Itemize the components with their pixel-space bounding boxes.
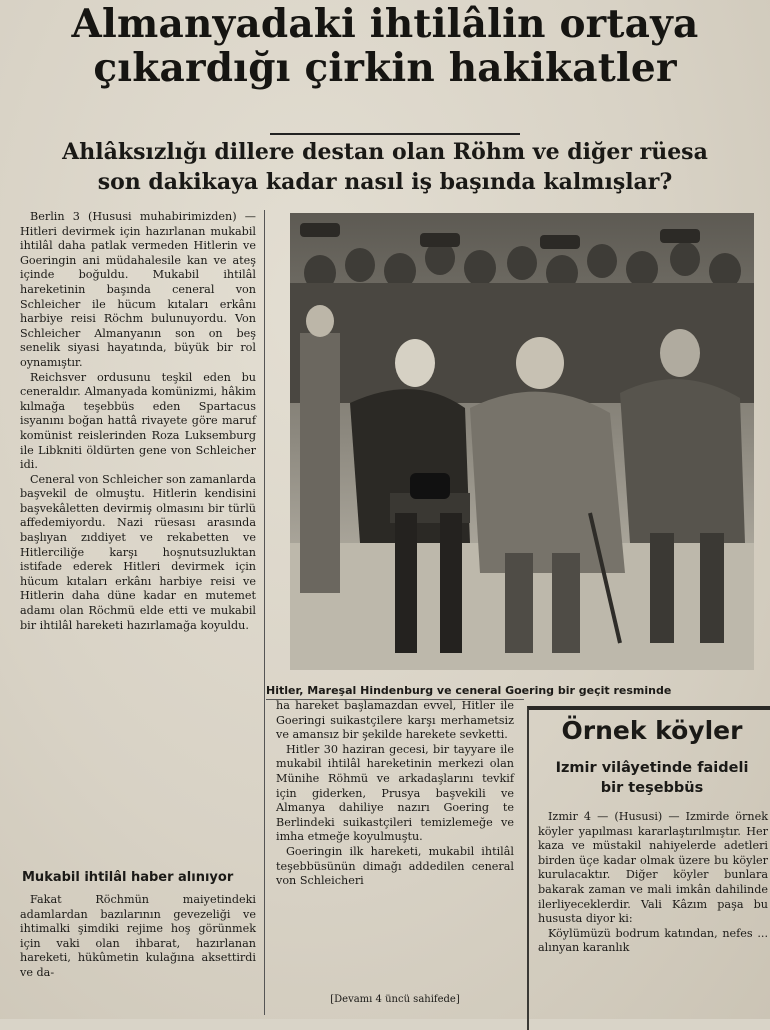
article-column-1 <box>20 210 256 633</box>
sidebar-title: Örnek köyler <box>561 716 743 745</box>
sub-headline-line2: son dakikaya kadar nasıl iş başında kalmışlar? <box>97 169 673 195</box>
photo-caption: Hitler, Mareşal Hindenburg ve ceneral Goering bir geçit resminde <box>266 684 672 697</box>
headline-divider <box>270 133 520 135</box>
sub-headline <box>20 137 750 197</box>
article-paragraph: Fakat Röchmün maiyetindeki adamlardan bazılarının gevezeliği ve ihtimalki şimdiki rejime hoş görünmek için vaki olan ihbarat, hazırlanan hareketi, hükûmetin kulağına aksettirdi ve da- <box>20 893 256 979</box>
main-headline <box>10 2 760 90</box>
article-paragraph: Hitler 30 haziran gecesi, bir tayyare ile mukabil ihtilâl hareketinin merkezi olan Münihe Röhmü ve arkadaşlarını tevkif için giderken, Prusya başvekili ve Almanya dahiliye nazırı Goering te Berlindeki suikastçileri temizlemeğe ve imha etmeğe koyulmuştu. <box>276 742 514 844</box>
sidebar-body <box>538 810 768 956</box>
article-paragraph: ha hareket başlamazdan evvel, Hitler ile Goeringi suikastçilere karşı merhametsiz ve amansız bir şekilde harekete sevketti. <box>276 699 514 742</box>
sub-headline-line1: Ahlâksızlığı dillere destan olan Röhm ve diğer rüesa <box>62 139 708 165</box>
article-column-1-continued <box>20 893 256 981</box>
article-column-2 <box>276 699 514 889</box>
sidebar-subtitle-line1: Izmir vilâyetinde faideli <box>555 760 749 776</box>
article-paragraph: Berlin 3 (Hususi muhabirimizden) — Hitleri devirmek için hazırlanan mukabil ihtilâl daha patlak vermeden Hitlerin ve Goeringin ani müdahalesile kan ve ateş içinde boğuldu. Mukabil ihtilâl hareketinin başında ceneral von Schleicher ile hücum kıtaları erkânı harbiye reisi Röchm bulunuyordu. Von Schleicher Almanyanın son on beş senelik siyasi hayatında, büyük bir rol oynamıştır. <box>20 210 256 369</box>
article-subhead: Mukabil ihtilâl haber alınıyor <box>22 870 234 885</box>
article-paragraph: Ceneral von Schleicher son zamanlarda başvekil de olmuştu. Hitlerin kendisini başvekâletten devirmiş olmasını bir türlü affedemiyordu. Nazi rüesası arasında başlıyan zıddiyet ve rekabetten ve Hitlerciliğe karşı hoşnutsuzluktan istifade ederek Hitleri devirmek için hücum kıtaları erkânı harbiye reisi ve Hitlerin daha düne kadar en mutemet adamı olan Röchmü elde etti ve mukabil bir ihtilâl hareketi hazırlamağa koyuldu. <box>20 472 256 632</box>
news-photo <box>290 213 754 670</box>
main-headline-line1: Almanyadaki ihtilâlin ortaya <box>71 1 699 47</box>
article-paragraph: Goeringin ilk hareketi, mukabil ihtilâl teşebbüsünün dimağı addedilen ceneral von Schleicheri <box>276 844 514 888</box>
continued-note: [Devamı 4 üncü sahifede] <box>330 994 460 1005</box>
column-divider <box>264 210 265 1015</box>
article-paragraph: Reichsver ordusunu teşkil eden bu ceneraldır. Almanyada komünizmi, hâkim kılmağa teşebbüs eden Spartacus isyanını boğan hattâ rivayete göre maruf komünist reislerinden Roza Luksemburg ile Libkniti öldürten gene von Schleicher idi. <box>20 370 256 472</box>
sidebar-subtitle <box>534 758 770 798</box>
sidebar-paragraph: Izmir 4 — (Hususi) — Izmirde örnek köyler yapılması kararlaştırılmıştır. Her kaza ve müstakil nahiyelerde adetleri birden üçe kadar olmak üzere bu köyler kurulacaktır. Diğer köyler bunlara bakarak zaman ve mali imkân dahilinde ilerliyeceklerdir. Vali Kâzım paşa bu hususta diyor ki: <box>538 810 768 926</box>
photo-illustration <box>290 213 754 670</box>
sidebar-subtitle-line2: bir teşebbüs <box>600 780 704 796</box>
main-headline-line2: çıkardığı çirkin hakikatler <box>93 45 677 91</box>
sidebar-paragraph: Köylümüzü bodrum katından, nefes ... alınyan karanlık <box>538 926 768 955</box>
